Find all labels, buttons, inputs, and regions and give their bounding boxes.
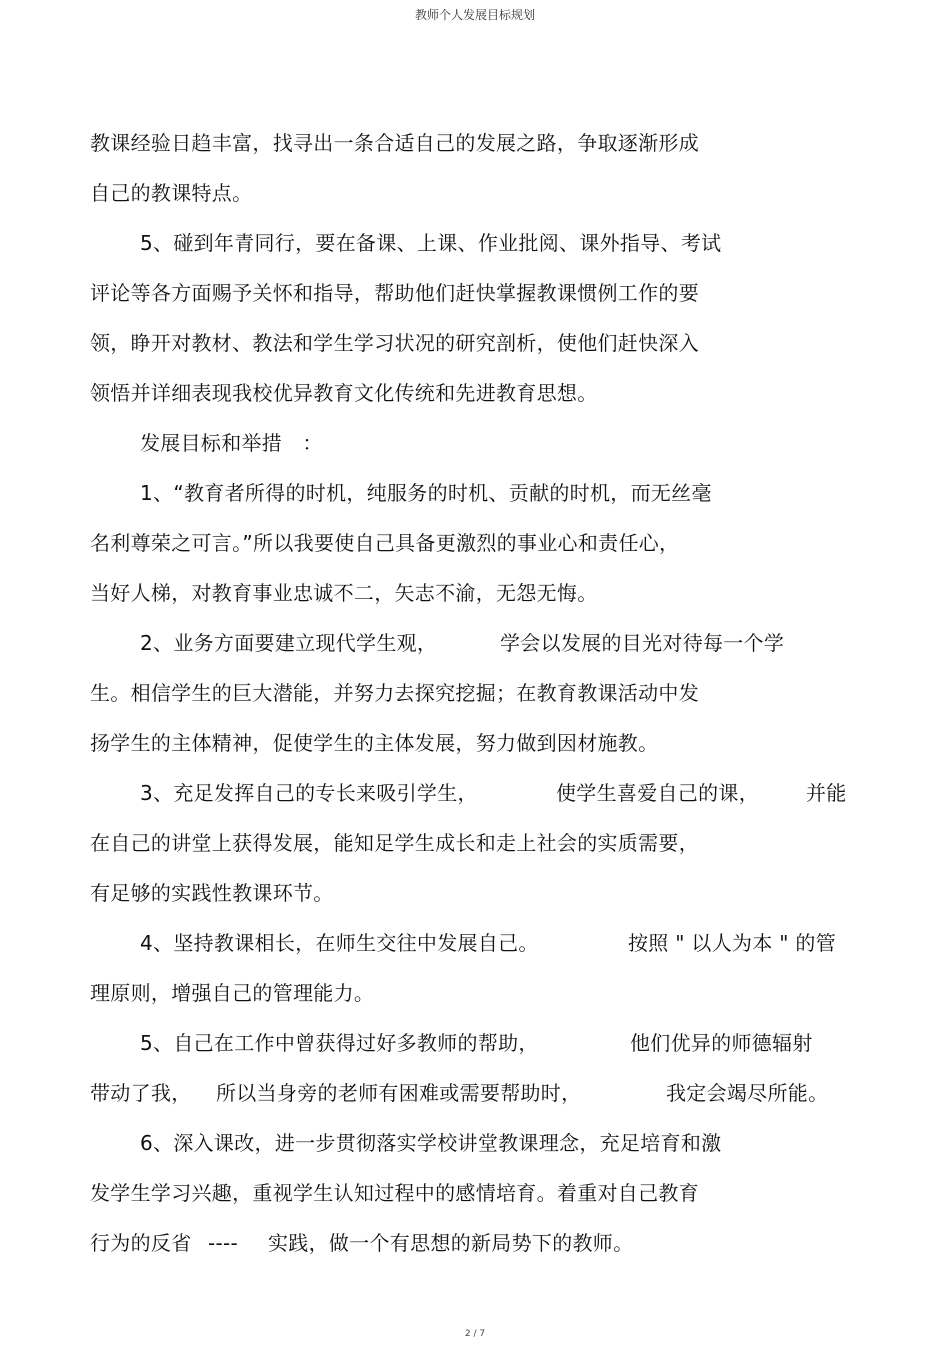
paragraph-line: 带动了我， [90, 1081, 192, 1105]
paragraph-line: 扬学生的主体精神，促使学生的主体发展，努力做到因材施教。 [90, 731, 659, 755]
paragraph-line: 3、充足发挥自己的专长来吸引学生， [140, 781, 478, 805]
paragraph-line: 发学生学习兴趣，重视学生认知过程中的感情培育。着重对自己教育 [90, 1181, 699, 1205]
page-header-title: 教师个人发展目标规划 [414, 8, 535, 22]
paragraph-line: 5、自己在工作中曾获得过好多教师的帮助， [140, 1031, 539, 1055]
paragraph-line: 1、“教育者所得的时机，纯服务的时机、贡献的时机，而无丝毫 [140, 481, 712, 505]
paragraph-line: 5、碰到年青同行，要在备课、上课、作业批阅、课外指导、考试 [140, 231, 722, 255]
paragraph-line: 我定会竭尽所能。 [666, 1081, 829, 1105]
paragraph-line: 生。相信学生的巨大潜能，并努力去探究挖掘；在教育教课活动中发 [90, 681, 699, 705]
paragraph-line: 自己的教课特点。 [90, 181, 253, 205]
section-heading: 发展目标和举措 ： [140, 431, 323, 455]
paragraph-line: 在自己的讲堂上获得发展，能知足学生成长和走上社会的实质需要， [90, 831, 699, 855]
paragraph-line: 2、业务方面要建立现代学生观， [140, 631, 438, 655]
paragraph-line: 行为的反省 [90, 1231, 192, 1255]
paragraph-line: 教课经验日趋丰富，找寻出一条合适自己的发展之路，争取逐渐形成 [90, 131, 699, 155]
paragraph-line: 学会以发展的目光对待每一个学 [500, 631, 785, 655]
paragraph-line: 按照 " 以人为本 " 的管 [628, 931, 837, 955]
paragraph-line: 理原则，增强自己的管理能力。 [90, 981, 375, 1005]
paragraph-line: 名利尊荣之可言。”所以我要使自己具备更激烈的事业心和责任心， [90, 531, 680, 555]
paragraph-line: 评论等各方面赐予关怀和指导，帮助他们赶快掌握教课惯例工作的要 [90, 281, 699, 305]
page-number: 2 / 7 [464, 1329, 486, 1339]
paragraph-line: 实践，做一个有思想的新局势下的教师。 [268, 1231, 634, 1255]
paragraph-line: ---- [208, 1231, 239, 1255]
paragraph-line: 所以当身旁的老师有困难或需要帮助时， [216, 1081, 582, 1105]
paragraph-line: 4、坚持教课相长，在师生交往中发展自己。 [140, 931, 539, 955]
paragraph-line: 并能 [806, 781, 847, 805]
paragraph-line: 有足够的实践性教课环节。 [90, 881, 334, 905]
paragraph-line: 他们优异的师德辐射 [630, 1031, 813, 1055]
paragraph-line: 领悟并详细表现我校优异教育文化传统和先进教育思想。 [90, 381, 598, 405]
paragraph-line: 领，睁开对教材、教法和学生学习状况的研究剖析，使他们赶快深入 [90, 331, 699, 355]
paragraph-line: 当好人梯，对教育事业忠诚不二，矢志不渝，无怨无悔。 [90, 581, 598, 605]
paragraph-line: 6、深入课改，进一步贯彻落实学校讲堂教课理念，充足培育和激 [140, 1131, 722, 1155]
paragraph-line: 使学生喜爱自己的课， [556, 781, 759, 805]
